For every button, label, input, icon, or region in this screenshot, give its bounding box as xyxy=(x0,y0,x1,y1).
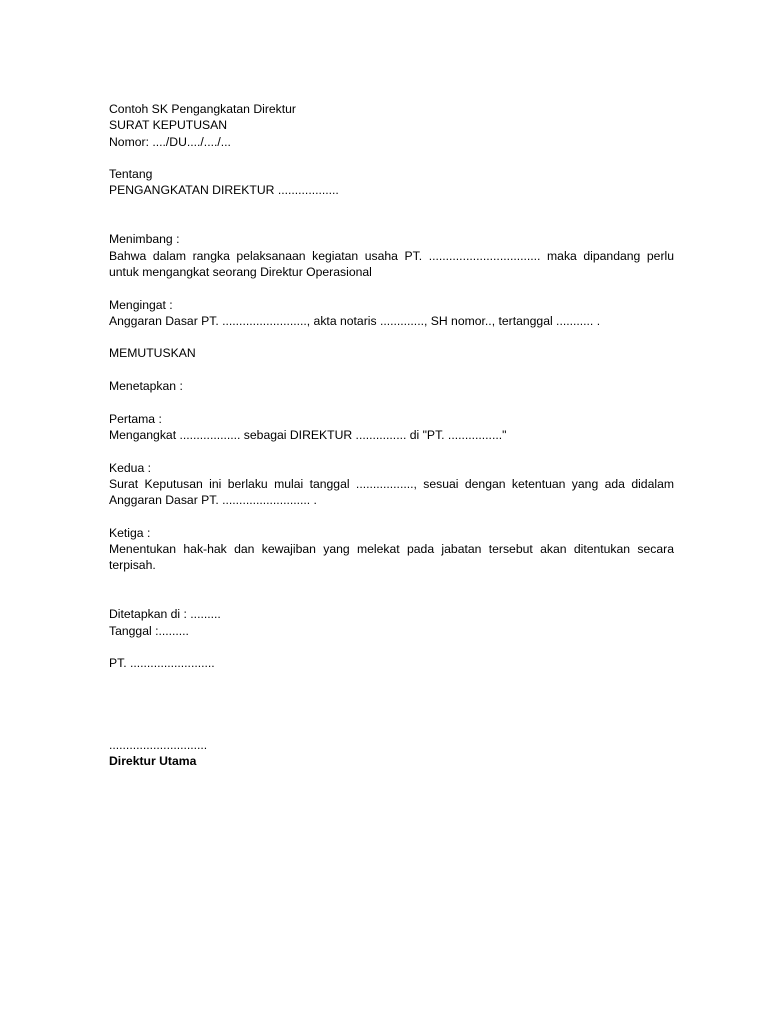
signature-line: ............................. xyxy=(109,737,208,752)
tentang-label: Tentang xyxy=(109,167,153,182)
tentang-value: PENGANGKATAN DIREKTUR .................. xyxy=(109,183,339,198)
kedua-text: Surat Keputusan ini berlaku mulai tanggal ................., sesuai dengan ketentuan yang ada didalam Anggaran Dasar PT. .......................... . xyxy=(109,476,677,508)
kedua-label: Kedua : xyxy=(109,460,152,475)
menimbang-text: Bahwa dalam rangka pelaksanaan kegiatan usaha PT. ................................. maka dipandang perlu untuk mengangkat seorang Direktur Operasional xyxy=(109,248,678,279)
tanggal-line: Tanggal :......... xyxy=(109,623,189,638)
mengingat-text: Anggaran Dasar PT. ........................., akta notaris ............., SH nomor.., tertanggal ........... . xyxy=(109,313,601,328)
pertama-label: Pertama : xyxy=(109,411,162,426)
doc-number: Nomor: ..../DU..../..../... xyxy=(109,134,231,149)
doc-heading: Contoh SK Pengangkatan Direktur xyxy=(109,102,296,116)
ketiga-text: Menentukan hak-hak dan kewajiban yang melekat pada jabatan tersebut akan ditentukan secara terpisah. xyxy=(109,542,678,573)
document-body xyxy=(109,101,678,769)
memutuskan-heading: MEMUTUSKAN xyxy=(109,346,196,361)
menetapkan-label: Menetapkan : xyxy=(109,379,183,394)
company-line: PT. ......................... xyxy=(109,656,215,671)
mengingat-label: Mengingat : xyxy=(109,297,173,312)
menimbang-label: Menimbang : xyxy=(109,232,180,247)
doc-type: SURAT KEPUTUSAN xyxy=(109,118,228,133)
pertama-text: Mengangkat .................. sebagai DIREKTUR ............... di "PT. ................" xyxy=(109,427,507,442)
ditetapkan-line: Ditetapkan di : ......... xyxy=(109,607,221,622)
signer-title: Direktur Utama xyxy=(109,753,197,768)
ketiga-label: Ketiga : xyxy=(109,525,151,540)
